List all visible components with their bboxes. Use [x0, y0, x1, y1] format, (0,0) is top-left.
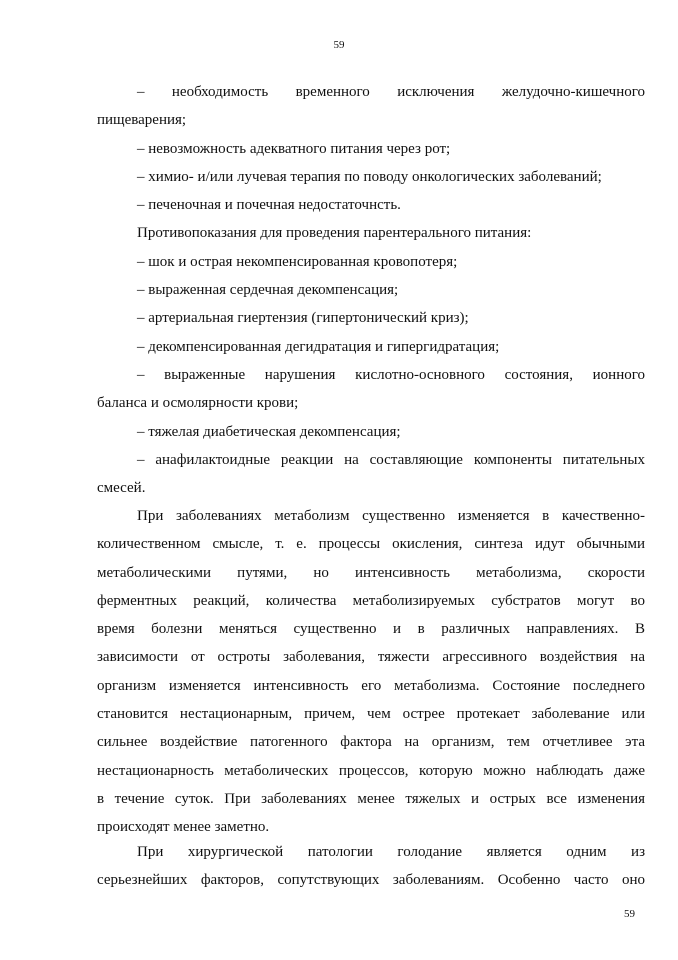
paragraph-metabolism — [97, 502, 645, 842]
list-item: – невозможность адекватного питания через рот; — [137, 140, 451, 157]
body-text — [97, 78, 645, 502]
list-item: – шок и острая некомпенсированная кровопотеря; — [137, 253, 458, 270]
paragraph-line: ферментных реакций, количества метаболизируемых субстратов могут во — [97, 592, 645, 609]
paragraph-line: зависимости от остроты заболевания, тяжести агрессивного воздействия на — [97, 649, 645, 666]
paragraph-line: происходят менее заметно. — [97, 819, 270, 836]
list-item: – тяжелая диабетическая декомпенсация; — [137, 423, 401, 440]
paragraph-line: сильнее воздействие патогенного фактора на организм, тем отчетливее эта — [97, 734, 645, 751]
paragraph-surgery — [97, 838, 645, 895]
paragraph-line: серьезнейших факторов, сопутствующих заболеваниям. Особенно часто оно — [97, 872, 645, 889]
paragraph-line: становится нестационарным, причем, чем острее протекает заболевание или — [97, 706, 645, 723]
paragraph-line: нестационарность метаболических процессов, которую можно наблюдать даже — [97, 762, 645, 779]
page-number-bottom: 59 — [624, 908, 635, 920]
paragraph-line: При хирургической патологии голодание является одним из — [137, 844, 645, 860]
paragraph-line: организм изменяется интенсивность его метаболизма. Состояние последнего — [97, 677, 645, 694]
list-item-continuation: баланса и осмолярности крови; — [97, 395, 299, 412]
paragraph-line: При заболеваниях метаболизм существенно изменяется в качественно- — [137, 508, 645, 524]
paragraph-line: количественном смысле, т. е. процессы окисления, синтеза идут обычными — [97, 536, 645, 553]
list-item: – артериальная гиертензия (гипертонический криз); — [137, 310, 469, 327]
section-heading: Противопоказания для проведения парентерального питания: — [137, 225, 532, 242]
paragraph-line: в течение суток. При заболеваниях менее тяжелых и острых все изменения — [97, 790, 645, 807]
list-item-continuation — [97, 106, 605, 134]
paragraph-line: время болезни меняться существенно и в различных направлениях. В — [97, 621, 645, 638]
list-item: – химио- и/или лучевая терапия по поводу онкологических заболеваний; — [137, 168, 602, 185]
list-item: – необходимость временного исключения желудочно-кишечного — [137, 84, 645, 100]
page-number-top: 59 — [333, 39, 345, 51]
list-item: – выраженная сердечная декомпенсация; — [137, 282, 399, 299]
list-item: – выраженные нарушения кислотно-основного состояния, ионного — [137, 366, 645, 383]
list-item: – декомпенсированная дегидратация и гипергидратация; — [137, 338, 500, 355]
list-item: – печеночная и почечная недостаточнсть. — [137, 197, 401, 214]
paragraph-line: метаболическими путями, но интенсивность метаболизма, скорости — [97, 564, 645, 581]
text-line: пищеварения; — [97, 112, 187, 129]
list-item-continuation: смесей. — [97, 480, 146, 497]
list-item: – анафилактоидные реакции на составляющие компоненты питательных — [137, 451, 645, 468]
